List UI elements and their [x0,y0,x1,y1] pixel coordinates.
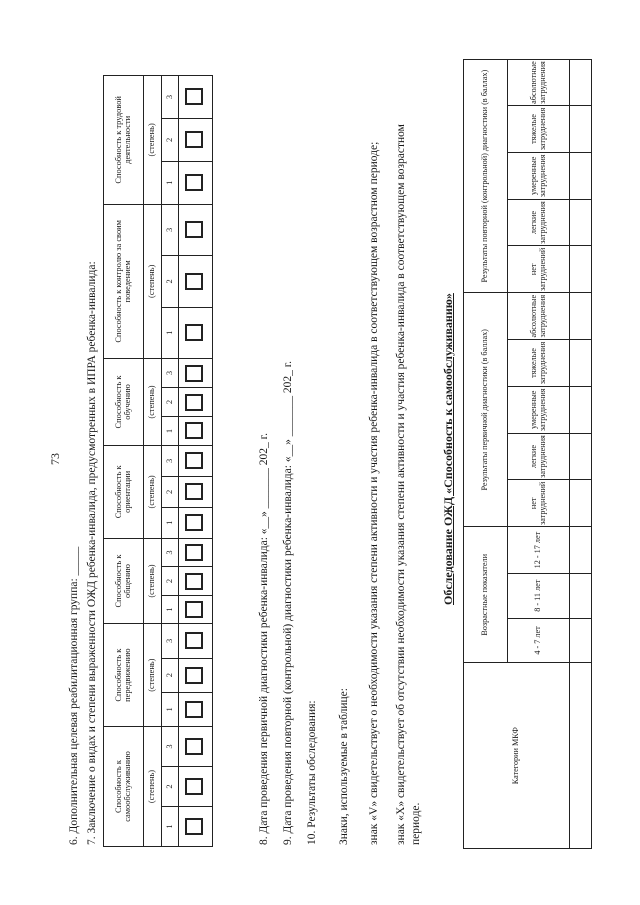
survey-empty-cell [570,340,592,387]
degree-checkbox-cell [179,658,213,692]
age-4-7: 4 - 7 лет [508,618,570,663]
survey-empty-cell [570,386,592,433]
degree-checkbox[interactable] [185,394,203,411]
signs-heading: Знаки, используемые в таблице: [338,688,350,845]
degree-label: (степень) [144,76,162,205]
degree-number: 3 [162,624,179,658]
age-header: Возрастные показатели [464,527,508,663]
degree-checkbox-cell [179,445,213,476]
survey-title: Обследование ОЖД «Способность к самообслуживанию» [441,293,455,605]
degree-checkbox[interactable] [185,701,203,718]
degree-label: (степень) [144,624,162,727]
degree-number: 3 [162,359,179,388]
survey-empty-cell [570,60,592,106]
degree-checkbox-cell [179,388,213,417]
degree-checkbox-cell [179,307,213,358]
degree-checkbox-cell [179,567,213,596]
degree-checkbox[interactable] [185,483,203,500]
degree-checkbox[interactable] [185,452,203,469]
degree-label: (степень) [144,359,162,446]
survey-empty-cell [570,199,592,246]
degree-checkbox[interactable] [185,174,203,191]
degree-checkbox[interactable] [185,573,203,590]
degree-checkbox[interactable] [185,601,203,618]
abilities-table [103,75,213,847]
survey-empty-cell [570,293,592,340]
degree-number: 3 [162,727,179,767]
ability-header: Способность к обучению [104,359,144,446]
degree-number: 1 [162,595,179,624]
degree-checkbox-cell [179,76,213,119]
degree-checkbox[interactable] [185,221,203,238]
degree-checkbox-cell [179,359,213,388]
degree-checkbox-cell [179,624,213,658]
degree-number: 2 [162,767,179,807]
survey-empty-cell [570,152,592,199]
degree-checkbox-cell [179,727,213,767]
degree-checkbox-cell [179,767,213,807]
primary-results-header: Результаты первичной диагностики (в баллах) [464,293,508,527]
degree-number: 1 [162,417,179,446]
repeat-grade-absolute: абсолютные затруднения [508,60,570,106]
degree-number: 2 [162,118,179,161]
degree-checkbox-cell [179,595,213,624]
degree-label: (степень) [144,538,162,624]
survey-empty-cell [570,527,592,574]
degree-label: (степень) [144,727,162,847]
item-9-line: 9. Дата проведения повторной (контрольной) диагностики ребенка-инвалида: «__» _______ 202_ г. [282,360,294,845]
degree-number: 1 [162,161,179,204]
degree-checkbox[interactable] [185,632,203,649]
sign-v-line: знак «V» свидетельствует о необходимости указания степени активности и участия ребенка-инвалида в соответствующем возрастном периоде; [368,141,380,845]
degree-number: 1 [162,807,179,847]
degree-checkbox-cell [179,204,213,255]
item-8-line: 8. Дата проведения первичной диагностики ребенка-инвалида: «__» _______ 202_ г. [258,433,270,845]
degree-checkbox[interactable] [185,273,203,290]
sign-x-line: знак «X» свидетельствует об отсутствии необходимости указания степени активности и участия ребенка-инвалида в соответствующем возрастном [395,124,407,845]
item-7-line: 7. Заключение о видах и степени выраженности ОЖД ребенка-инвалида, предусмотренных в ИПРА ребенка-инвалида: [86,261,98,845]
degree-checkbox-cell [179,692,213,726]
ability-header: Способность к трудовой деятельности [104,76,144,205]
degree-checkbox-cell [179,256,213,307]
age-12-17: 12 - 17 лет [508,527,570,574]
degree-checkbox[interactable] [185,818,203,835]
ability-header: Способность к передвижению [104,624,144,727]
page-number: 73 [48,453,62,465]
degree-checkbox[interactable] [185,89,203,106]
degree-number: 3 [162,76,179,119]
survey-empty-cell [570,433,592,480]
degree-checkbox-cell [179,538,213,567]
degree-number: 2 [162,567,179,596]
degree-number: 2 [162,476,179,507]
degree-number: 3 [162,538,179,567]
ability-header: Способность к общению [104,538,144,624]
survey-empty-cell [570,618,592,663]
degree-checkbox[interactable] [185,324,203,341]
repeat-grade-severe: тяжелые затруднения [508,106,570,153]
degree-number: 1 [162,307,179,358]
degree-number: 2 [162,658,179,692]
degree-checkbox-cell [179,507,213,538]
degree-label: (степень) [144,204,162,358]
degree-number: 2 [162,388,179,417]
survey-empty-cell [570,480,592,527]
item-6-line: 6. Дополнительная целевая реабилитационная группа: _____ [68,546,80,845]
ability-header: Способность к контролю за своим поведением [104,204,144,358]
degree-checkbox[interactable] [185,131,203,148]
degree-checkbox[interactable] [185,423,203,440]
repeat-grade-none: нет затруднений [508,246,570,293]
degree-number: 3 [162,445,179,476]
repeat-grade-light: легкие затруднения [508,199,570,246]
degree-number: 1 [162,692,179,726]
degree-checkbox[interactable] [185,667,203,684]
degree-checkbox[interactable] [185,365,203,382]
survey-table [463,59,592,849]
survey-empty-cell [570,106,592,153]
repeat-results-header: Результаты повторной (контрольной) диагностики (в баллах) [464,60,508,293]
degree-checkbox-cell [179,118,213,161]
survey-empty-cell [570,663,592,849]
degree-checkbox[interactable] [185,514,203,531]
degree-checkbox[interactable] [185,778,203,795]
icf-category-header: Категории МКФ [464,663,570,849]
age-8-11: 8 - 11 лет [508,573,570,618]
repeat-grade-moderate: умеренные затруднения [508,152,570,199]
primary-grade-moderate: умеренные затруднения [508,386,570,433]
degree-number: 2 [162,256,179,307]
degree-checkbox-cell [179,476,213,507]
degree-number: 3 [162,204,179,255]
degree-checkbox-cell [179,417,213,446]
degree-number: 1 [162,507,179,538]
primary-grade-none: нет затруднений [508,480,570,527]
item-10-line: 10. Результаты обследования: [306,700,318,845]
primary-grade-light: легкие затруднения [508,433,570,480]
degree-label: (степень) [144,445,162,538]
degree-checkbox[interactable] [185,738,203,755]
ability-header: Способность к ориентации [104,445,144,538]
survey-empty-cell [570,246,592,293]
survey-empty-cell [570,573,592,618]
primary-grade-absolute: абсолютные затруднения [508,293,570,340]
degree-checkbox-cell [179,807,213,847]
primary-grade-severe: тяжелые затруднения [508,340,570,387]
ability-header: Способность к самообслуживанию [104,727,144,847]
sign-x-line-2: периоде. [410,802,422,845]
degree-checkbox[interactable] [185,544,203,561]
degree-checkbox-cell [179,161,213,204]
